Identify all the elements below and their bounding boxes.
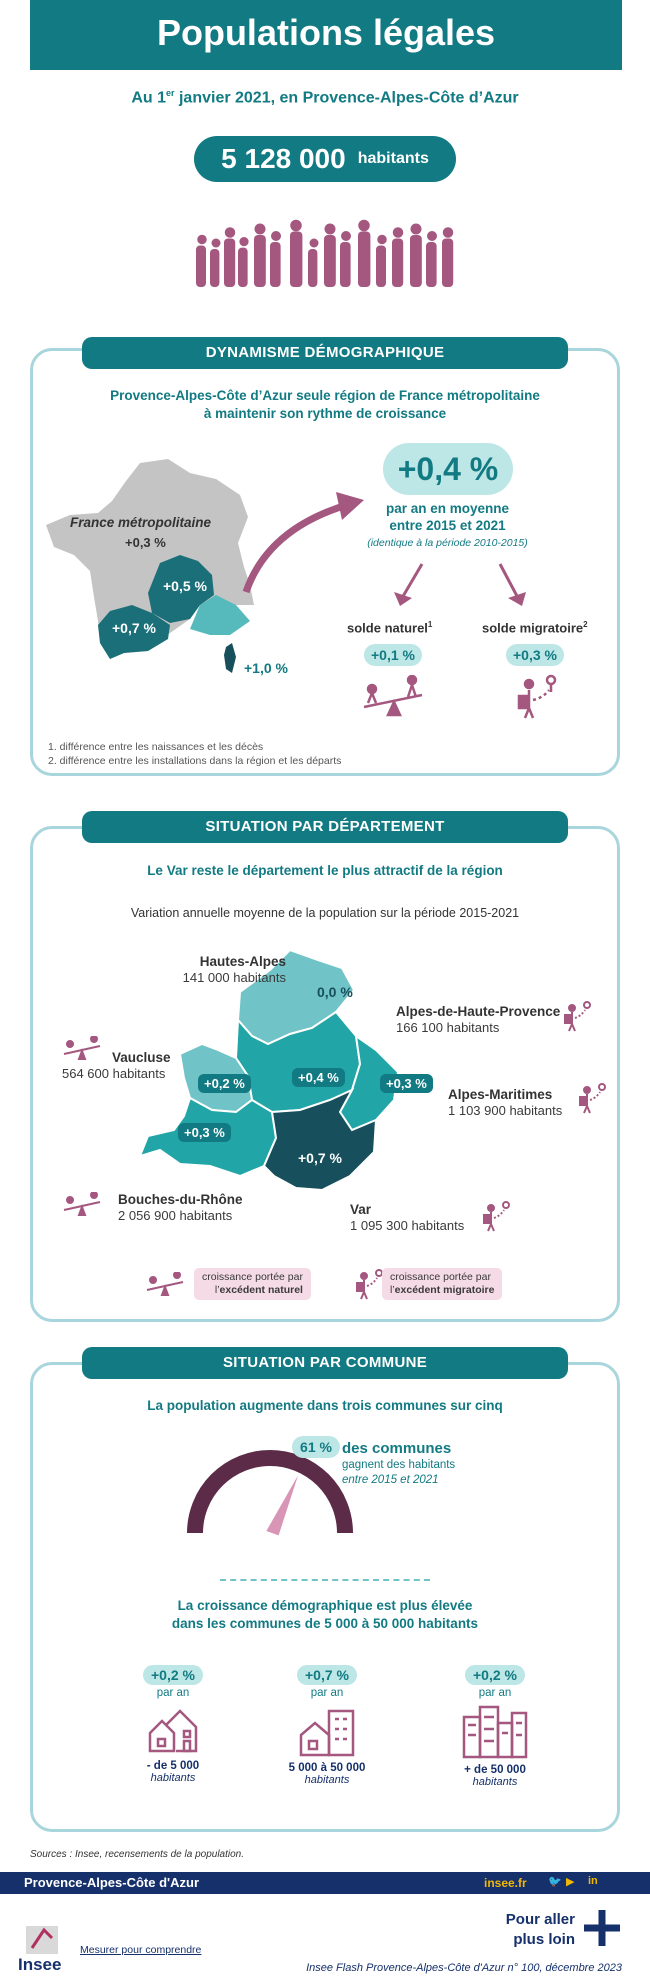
person-head: [377, 235, 387, 245]
department-lead: Le Var reste le département le plus attractif de la région: [147, 863, 503, 878]
subtitle: Au 1er janvier 2021, en Provence-Alpes-Côte d’Azur: [131, 88, 519, 107]
population-unit: habitants: [357, 150, 429, 167]
page-title: Populations légales: [30, 0, 622, 70]
gauge-value: 61 %: [292, 1436, 340, 1458]
migration-icon: [515, 672, 561, 720]
note-2: 2. différence entre les installations dans la région et les départs: [48, 755, 342, 767]
linkedin-icon[interactable]: in: [588, 1875, 598, 1887]
person-body: [324, 235, 336, 287]
youtube-icon[interactable]: ▶: [566, 1876, 575, 1888]
gauge-needle: [266, 1472, 300, 1536]
class-small: +0,2 % par an - de 5 000 habitants: [118, 1665, 228, 1784]
dep-ahp: Alpes-de-Haute-Provence 166 100 habitants: [396, 1004, 561, 1035]
gauge-arc: [195, 1458, 345, 1533]
commune-lead-2: La croissance démographique est plus élevée dans les communes de 5 000 à 50 000 habitants: [171, 1598, 479, 1631]
tagline: Mesurer pour comprendre: [80, 1944, 202, 1956]
dep-hautes-alpes-value: 0,0 %: [317, 984, 353, 1000]
solde-migratoire-value: +0,3 %: [506, 644, 564, 666]
class-medium: +0,7 % par an 5 000 à 50 000 habitants: [288, 1667, 366, 1786]
class-large: +0,2 % par an + de 50 000 habitants: [440, 1665, 550, 1788]
insee-logo-icon: [22, 1922, 68, 1958]
footer-region: Provence-Alpes-Côte d'Azur: [24, 1875, 200, 1890]
bdr-natural-icon: [62, 1192, 102, 1216]
gauge-title: des communes: [342, 1440, 452, 1457]
dep-alpes-maritimes-value: +0,3 %: [380, 1074, 433, 1093]
solde-naturel-value: +0,1 %: [364, 644, 422, 666]
department-band: SITUATION PAR DÉPARTEMENT: [82, 811, 568, 843]
dep-vaucluse: Vaucluse 564 600 habitants: [62, 1050, 171, 1081]
person-head: [239, 237, 248, 246]
dep-bdr: Bouches-du-Rhône 2 056 900 habitants: [118, 1192, 243, 1223]
split-arrows-icon: [392, 560, 532, 610]
person-head: [427, 231, 437, 241]
var-migration-icon: [482, 1200, 512, 1232]
person-body: [238, 248, 248, 287]
person-body: [376, 246, 386, 288]
legend-migration-icon: [355, 1268, 385, 1300]
person-head: [341, 231, 351, 241]
person-body: [308, 249, 317, 287]
person-body: [442, 239, 453, 288]
more-link[interactable]: Pour aller plus loin: [505, 1911, 575, 1948]
growth-caption: par an en moyenne entre 2015 et 2021: [385, 501, 510, 533]
person-head: [255, 224, 266, 235]
person-head: [225, 227, 236, 238]
person-body: [426, 242, 437, 287]
solde-naturel-label: solde naturel$^1$: [347, 620, 433, 636]
legend-natural-icon: [145, 1272, 185, 1296]
corse-value: +1,0 %: [244, 660, 288, 676]
dynamism-band: DYNAMISME DÉMOGRAPHIQUE: [82, 337, 568, 369]
note-1: 1. différence entre les naissances et les décès: [48, 741, 264, 753]
person-body: [210, 249, 219, 287]
footer-site-link[interactable]: insee.fr: [484, 1876, 527, 1890]
insee-logo: Insee: [18, 1955, 62, 1974]
person-body: [270, 242, 281, 287]
twitter-icon[interactable]: 🐦: [548, 1876, 562, 1888]
department-caption: Variation annuelle moyenne de la population sur la période 2015-2021: [130, 906, 520, 920]
natural-balance-icon: [360, 675, 426, 717]
person-body: [254, 235, 266, 287]
person-head: [290, 220, 302, 232]
person-head: [197, 235, 207, 245]
city-icon: [460, 1703, 530, 1759]
commune-lead: La population augmente dans trois communes sur cinq: [147, 1398, 503, 1413]
person-head: [212, 239, 221, 248]
dep-ahp-value: +0,4 %: [292, 1068, 345, 1087]
ahp-migration-icon: [563, 1000, 593, 1032]
dep-hautes-alpes: Hautes-Alpes 141 000 habitants: [182, 954, 286, 985]
corse-area: [224, 643, 236, 673]
person-body: [392, 239, 403, 288]
region-north-value: +0,5 %: [163, 578, 207, 594]
am-migration-icon: [578, 1082, 608, 1114]
footer-bar: [0, 1872, 650, 1894]
solde-migratoire-label: solde migratoire$^2$: [482, 620, 588, 636]
population-pill: [194, 136, 456, 182]
person-head: [393, 227, 404, 238]
plus-icon[interactable]: [582, 1908, 622, 1948]
town-icon: [297, 1705, 357, 1757]
growth-note: (identique à la période 2010-2015): [367, 537, 528, 549]
person-body: [196, 246, 206, 288]
person-head: [443, 227, 454, 238]
dep-var-value: +0,7 %: [298, 1150, 342, 1166]
legend-natural: croissance portée par l’excédent naturel: [194, 1268, 311, 1300]
person-body: [224, 239, 235, 288]
gauge-line-2: entre 2015 et 2021: [342, 1474, 439, 1486]
dep-var: Var 1 095 300 habitants: [350, 1202, 465, 1233]
publication-reference: Insee Flash Provence-Alpes-Côte d'Azur n° 100, décembre 2023: [306, 1962, 622, 1974]
sources: Sources : Insee, recensements de la population.: [30, 1849, 245, 1860]
person-head: [310, 239, 319, 248]
person-body: [290, 232, 302, 288]
person-head: [325, 224, 336, 235]
region-west-value: +0,7 %: [112, 620, 156, 636]
person-head: [271, 231, 281, 241]
dep-alpes-maritimes: Alpes-Maritimes 1 103 900 habitants: [448, 1087, 563, 1118]
growth-value: +0,4 %: [383, 443, 513, 495]
france-label: France métropolitaine: [70, 515, 212, 530]
houses-icon: [146, 1705, 200, 1755]
legend-migratory: croissance portée par l’excédent migratoire: [382, 1268, 502, 1300]
dep-vaucluse-value: +0,2 %: [198, 1074, 251, 1093]
commune-band: SITUATION PAR COMMUNE: [82, 1347, 568, 1379]
dep-bdr-value: +0,3 %: [178, 1123, 231, 1142]
people-crowd-icon: [190, 215, 460, 290]
person-body: [340, 242, 351, 287]
vaucluse-natural-icon: [62, 1036, 102, 1060]
dynamism-lead: Provence-Alpes-Côte d’Azur seule région de France métropolitaine à maintenir son rythme de croissance: [110, 388, 540, 421]
divider: [220, 1579, 430, 1581]
france-value: +0,3 %: [125, 535, 166, 550]
person-body: [410, 235, 422, 287]
gauge-line-1: gagnent des habitants: [342, 1459, 456, 1471]
gauge-needle-shape: [266, 1472, 300, 1536]
population-value: 5 128 000: [221, 143, 346, 174]
person-head: [358, 220, 370, 232]
person-head: [411, 224, 422, 235]
person-body: [358, 232, 370, 288]
